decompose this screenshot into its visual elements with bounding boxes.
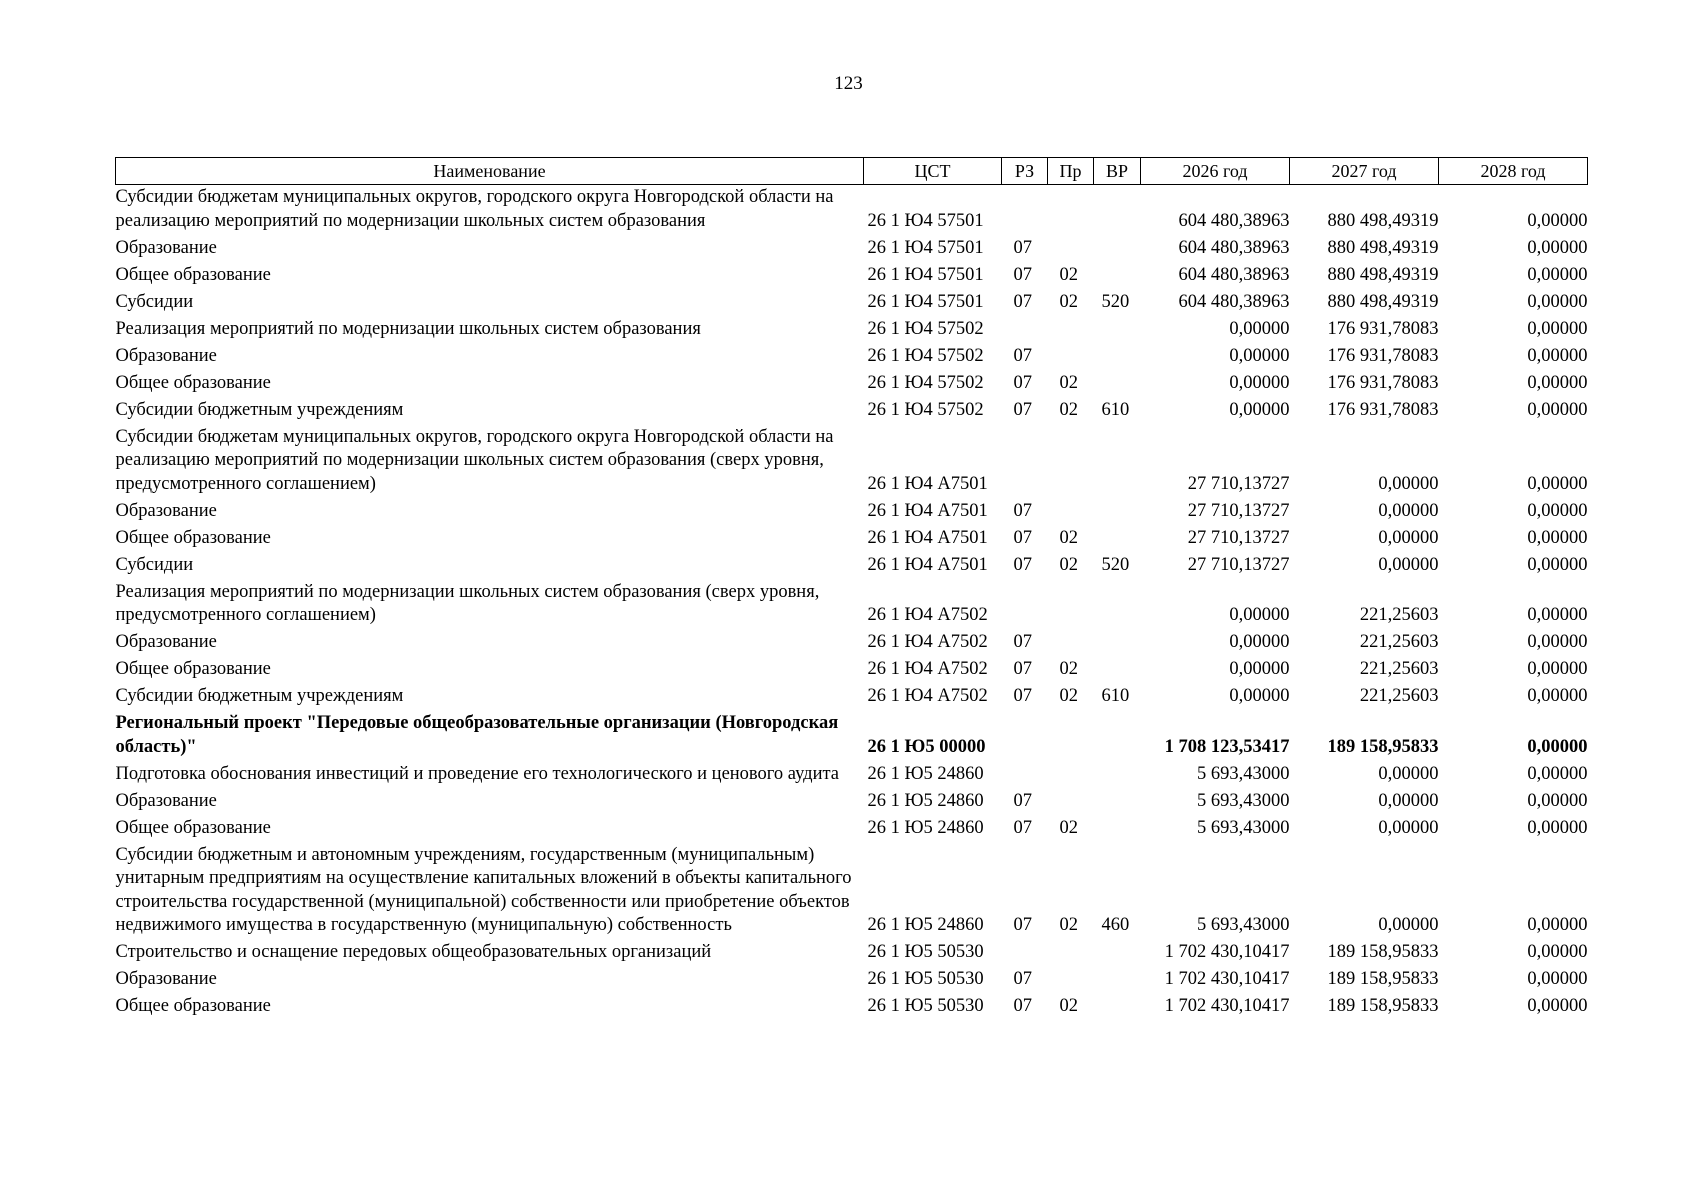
cell-rz: 07 — [1013, 237, 1032, 258]
cell-2027: 880 498,49319 — [1327, 291, 1439, 312]
cell-vr — [1094, 523, 1141, 550]
cell-vr — [1094, 709, 1141, 760]
cell-2028: 0,00000 — [1527, 736, 1588, 757]
cell-2027: 189 158,95833 — [1327, 969, 1439, 989]
cell-2027: 880 498,49319 — [1327, 264, 1439, 285]
cell-name: Строительство и оснащение передовых общеобразовательных организаций — [115, 942, 712, 962]
cell-vr — [1094, 185, 1141, 234]
cell-2027: 0,00000 — [1378, 817, 1439, 838]
cell-2028: 0,00000 — [1527, 237, 1588, 258]
cell-cst: 26 1 Ю4 57501 — [867, 264, 984, 285]
cell-name: Общее образование — [115, 996, 271, 1016]
header-cst: ЦСТ — [864, 158, 1002, 185]
cell-vr: 520 — [1101, 554, 1130, 575]
cell-name: Образование — [115, 500, 217, 521]
cell-name: Образование — [115, 790, 217, 811]
cell-rz: 07 — [1013, 632, 1032, 652]
table-row — [116, 992, 1588, 1019]
cell-rz: 07 — [1013, 817, 1032, 838]
cell-2028: 0,00000 — [1527, 318, 1588, 339]
cell-vr — [1094, 938, 1141, 965]
cell-vr — [1094, 368, 1141, 395]
table-row — [116, 422, 1588, 496]
cell-2026: 27 710,13727 — [1187, 527, 1290, 548]
cell-2027: 0,00000 — [1378, 554, 1439, 575]
table-row — [116, 813, 1588, 840]
cell-rz: 07 — [1013, 915, 1032, 935]
cell-name: Образование — [115, 237, 217, 258]
cell-name: Общее образование — [115, 264, 271, 285]
header-rz: РЗ — [1002, 158, 1048, 185]
cell-2027: 176 931,78083 — [1327, 399, 1439, 420]
cell-2027: 0,00000 — [1378, 915, 1439, 935]
cell-cst: 26 1 Ю4 А7501 — [867, 527, 988, 548]
table-row — [116, 260, 1588, 287]
cell-rz — [1002, 314, 1048, 341]
cell-rz: 07 — [1013, 527, 1032, 548]
cell-2027: 221,25603 — [1359, 605, 1439, 625]
table-row — [116, 496, 1588, 523]
cell-2028: 0,00000 — [1527, 372, 1588, 393]
table-body — [116, 185, 1588, 1019]
cell-2028: 0,00000 — [1527, 996, 1588, 1016]
cell-2026: 27 710,13727 — [1187, 500, 1290, 521]
cell-rz — [1002, 577, 1048, 628]
cell-pr — [1048, 709, 1094, 760]
cell-pr — [1048, 628, 1094, 655]
cell-name: Субсидии бюджетам муниципальных округов, городского округа Новгородской области на реализацию мероприятий по модернизации школьных систем образования (сверх уровня, предусмотренного соглашением) — [115, 426, 834, 494]
cell-pr — [1048, 759, 1094, 786]
cell-rz — [1002, 709, 1048, 760]
cell-vr — [1094, 260, 1141, 287]
cell-vr — [1094, 965, 1141, 992]
cell-pr — [1048, 965, 1094, 992]
cell-2026: 5 693,43000 — [1197, 915, 1290, 935]
cell-name: Подготовка обоснования инвестиций и проведение его технологического и ценового аудита — [115, 763, 839, 784]
cell-2027: 176 931,78083 — [1327, 318, 1439, 339]
cell-pr: 02 — [1059, 372, 1078, 393]
cell-cst: 26 1 Ю5 50530 — [867, 996, 984, 1016]
cell-2026: 5 693,43000 — [1197, 790, 1290, 811]
cell-2028: 0,00000 — [1527, 345, 1588, 366]
cell-2027: 880 498,49319 — [1327, 237, 1439, 258]
cell-cst: 26 1 Ю5 24860 — [867, 790, 984, 811]
cell-vr — [1094, 655, 1141, 682]
cell-pr: 02 — [1059, 996, 1078, 1016]
cell-pr: 02 — [1059, 264, 1078, 285]
cell-2028: 0,00000 — [1527, 632, 1588, 652]
table-row — [116, 938, 1588, 965]
cell-cst: 26 1 Ю4 57502 — [867, 399, 984, 420]
cell-2026: 604 480,38963 — [1178, 210, 1290, 231]
cell-cst: 26 1 Ю5 24860 — [867, 817, 984, 838]
cell-name: Реализация мероприятий по модернизации школьных систем образования — [115, 318, 701, 339]
cell-rz: 07 — [1013, 996, 1032, 1016]
table-row — [116, 965, 1588, 992]
cell-vr — [1094, 628, 1141, 655]
cell-2027: 176 931,78083 — [1327, 345, 1439, 366]
cell-name: Образование — [115, 345, 217, 366]
cell-vr — [1094, 813, 1141, 840]
cell-2026: 27 710,13727 — [1187, 473, 1290, 494]
cell-rz: 07 — [1013, 790, 1032, 811]
header-vr: ВР — [1094, 158, 1141, 185]
table-row — [116, 628, 1588, 655]
cell-2027: 0,00000 — [1378, 500, 1439, 521]
cell-2026: 604 480,38963 — [1178, 264, 1290, 285]
cell-2028: 0,00000 — [1527, 473, 1588, 494]
cell-2026: 27 710,13727 — [1187, 554, 1290, 575]
cell-name: Субсидии — [115, 291, 194, 312]
cell-name: Региональный проект "Передовые общеобразовательные организации (Новгородская область)" — [115, 713, 839, 757]
cell-vr: 610 — [1101, 686, 1130, 706]
cell-name: Субсидии — [115, 554, 194, 575]
cell-2027: 221,25603 — [1359, 659, 1439, 679]
table-row — [116, 368, 1588, 395]
cell-2027: 0,00000 — [1378, 790, 1439, 811]
cell-rz: 07 — [1013, 659, 1032, 679]
cell-vr — [1094, 341, 1141, 368]
cell-cst: 26 1 Ю4 А7502 — [867, 686, 988, 706]
cell-2026: 0,00000 — [1229, 318, 1290, 339]
cell-cst: 26 1 Ю4 57502 — [867, 372, 984, 393]
cell-pr — [1048, 185, 1094, 234]
cell-2026: 1 702 430,10417 — [1164, 996, 1290, 1016]
cell-pr — [1048, 314, 1094, 341]
cell-2028: 0,00000 — [1527, 763, 1588, 784]
cell-cst: 26 1 Ю4 А7501 — [867, 473, 988, 494]
cell-pr: 02 — [1059, 686, 1078, 706]
cell-rz: 07 — [1013, 399, 1032, 420]
table-row — [116, 655, 1588, 682]
cell-2026: 5 693,43000 — [1197, 763, 1290, 784]
cell-name: Общее образование — [115, 527, 271, 548]
cell-rz: 07 — [1013, 969, 1032, 989]
cell-vr — [1094, 233, 1141, 260]
cell-2028: 0,00000 — [1527, 817, 1588, 838]
cell-pr — [1048, 233, 1094, 260]
cell-2026: 0,00000 — [1229, 605, 1290, 625]
cell-2026: 1 708 123,53417 — [1164, 736, 1290, 757]
cell-cst: 26 1 Ю4 57501 — [867, 210, 984, 231]
table-row — [116, 233, 1588, 260]
cell-name: Общее образование — [115, 372, 271, 393]
cell-2027: 880 498,49319 — [1327, 210, 1439, 231]
cell-vr: 610 — [1101, 399, 1130, 420]
table-row — [116, 550, 1588, 577]
cell-2028: 0,00000 — [1527, 659, 1588, 679]
cell-cst: 26 1 Ю5 24860 — [867, 763, 984, 784]
cell-2027: 176 931,78083 — [1327, 372, 1439, 393]
cell-cst: 26 1 Ю4 А7501 — [867, 500, 988, 521]
cell-name: Образование — [115, 632, 217, 652]
cell-2026: 1 702 430,10417 — [1164, 942, 1290, 962]
cell-cst: 26 1 Ю4 А7502 — [867, 659, 988, 679]
header-name: Наименование — [116, 158, 864, 185]
cell-2026: 0,00000 — [1229, 345, 1290, 366]
cell-rz — [1002, 759, 1048, 786]
cell-2026: 604 480,38963 — [1178, 237, 1290, 258]
header-2028: 2028 год — [1439, 158, 1588, 185]
cell-name: Общее образование — [115, 659, 271, 679]
cell-2028: 0,00000 — [1527, 790, 1588, 811]
cell-2027: 221,25603 — [1359, 686, 1439, 706]
table-row — [116, 287, 1588, 314]
cell-pr — [1048, 786, 1094, 813]
cell-name: Образование — [115, 969, 217, 989]
cell-vr — [1094, 496, 1141, 523]
cell-2028: 0,00000 — [1527, 210, 1588, 231]
cell-2026: 604 480,38963 — [1178, 291, 1290, 312]
cell-cst: 26 1 Ю5 50530 — [867, 942, 984, 962]
cell-pr — [1048, 577, 1094, 628]
cell-2028: 0,00000 — [1527, 527, 1588, 548]
budget-table — [115, 157, 1588, 1019]
cell-pr: 02 — [1059, 527, 1078, 548]
table-header-row — [116, 158, 1588, 185]
cell-2026: 0,00000 — [1229, 632, 1290, 652]
cell-2027: 221,25603 — [1359, 632, 1439, 652]
cell-2026: 0,00000 — [1229, 659, 1290, 679]
cell-rz — [1002, 185, 1048, 234]
cell-2028: 0,00000 — [1527, 291, 1588, 312]
cell-2028: 0,00000 — [1527, 264, 1588, 285]
cell-vr — [1094, 786, 1141, 813]
cell-name: Субсидии бюджетам муниципальных округов, городского округа Новгородской области на реализацию мероприятий по модернизации школьных систем образования — [115, 187, 834, 231]
cell-pr — [1048, 496, 1094, 523]
cell-name: Субсидии бюджетным учреждениям — [115, 399, 404, 420]
cell-2026: 1 702 430,10417 — [1164, 969, 1290, 989]
table-row — [116, 523, 1588, 550]
cell-vr — [1094, 759, 1141, 786]
cell-cst: 26 1 Ю4 А7502 — [867, 632, 988, 652]
table-row — [116, 185, 1588, 234]
header-2027: 2027 год — [1290, 158, 1439, 185]
cell-2028: 0,00000 — [1527, 399, 1588, 420]
cell-cst: 26 1 Ю4 57502 — [867, 318, 984, 339]
cell-2026: 0,00000 — [1229, 399, 1290, 420]
cell-2028: 0,00000 — [1527, 942, 1588, 962]
cell-2028: 0,00000 — [1527, 969, 1588, 989]
cell-vr: 460 — [1101, 915, 1130, 935]
cell-rz: 07 — [1013, 500, 1032, 521]
cell-name: Реализация мероприятий по модернизации школьных систем образования (сверх уровня, предусмотренного соглашением) — [115, 581, 820, 625]
table-row — [116, 682, 1588, 709]
cell-rz: 07 — [1013, 291, 1032, 312]
page-number: 123 — [834, 73, 863, 94]
cell-pr: 02 — [1059, 399, 1078, 420]
cell-pr — [1048, 341, 1094, 368]
cell-pr: 02 — [1059, 554, 1078, 575]
cell-cst: 26 1 Ю5 50530 — [867, 969, 984, 989]
cell-2026: 0,00000 — [1229, 686, 1290, 706]
cell-pr: 02 — [1059, 817, 1078, 838]
table-row — [116, 786, 1588, 813]
cell-2028: 0,00000 — [1527, 605, 1588, 625]
cell-pr — [1048, 422, 1094, 496]
cell-pr: 02 — [1059, 659, 1078, 679]
cell-2027: 0,00000 — [1378, 763, 1439, 784]
cell-vr: 520 — [1101, 291, 1130, 312]
table-row — [116, 840, 1588, 938]
cell-name: Общее образование — [115, 817, 271, 838]
cell-rz — [1002, 422, 1048, 496]
cell-vr — [1094, 992, 1141, 1019]
cell-cst: 26 1 Ю4 57501 — [867, 237, 984, 258]
table-row — [116, 577, 1588, 628]
cell-2027: 0,00000 — [1378, 473, 1439, 494]
cell-rz: 07 — [1013, 345, 1032, 366]
cell-2026: 0,00000 — [1229, 372, 1290, 393]
cell-name: Субсидии бюджетным и автономным учреждениям, государственным (муниципальным) унитарным предприятиям на осуществление капитальных вложений в объекты капитального строительства государственной (муниципальной) собственности или приобретение объектов недвижимого имущества в государственную (муниципальную) собственность — [115, 844, 852, 935]
cell-vr — [1094, 577, 1141, 628]
cell-rz: 07 — [1013, 264, 1032, 285]
cell-2026: 5 693,43000 — [1197, 817, 1290, 838]
cell-cst: 26 1 Ю4 А7502 — [867, 605, 988, 625]
cell-cst: 26 1 Ю4 57502 — [867, 345, 984, 366]
cell-cst: 26 1 Ю4 А7501 — [867, 554, 988, 575]
cell-rz — [1002, 938, 1048, 965]
cell-vr — [1094, 422, 1141, 496]
cell-pr — [1048, 938, 1094, 965]
cell-pr: 02 — [1059, 915, 1078, 935]
cell-2027: 0,00000 — [1378, 527, 1439, 548]
cell-2028: 0,00000 — [1527, 915, 1588, 935]
table-row — [116, 314, 1588, 341]
cell-rz: 07 — [1013, 686, 1032, 706]
header-2026: 2026 год — [1141, 158, 1290, 185]
table-row — [116, 341, 1588, 368]
cell-2028: 0,00000 — [1527, 554, 1588, 575]
cell-rz: 07 — [1013, 372, 1032, 393]
cell-2027: 189 158,95833 — [1327, 942, 1439, 962]
table-row — [116, 709, 1588, 760]
cell-2027: 189 158,95833 — [1327, 996, 1439, 1016]
header-pr: Пр — [1048, 158, 1094, 185]
cell-name: Субсидии бюджетным учреждениям — [115, 686, 404, 706]
cell-rz: 07 — [1013, 554, 1032, 575]
cell-pr: 02 — [1059, 291, 1078, 312]
cell-cst: 26 1 Ю4 57501 — [867, 291, 984, 312]
table-row — [116, 759, 1588, 786]
table-row — [116, 395, 1588, 422]
cell-2027: 189 158,95833 — [1327, 736, 1439, 757]
cell-vr — [1094, 314, 1141, 341]
cell-cst: 26 1 Ю5 00000 — [867, 736, 986, 757]
cell-cst: 26 1 Ю5 24860 — [867, 915, 984, 935]
cell-2028: 0,00000 — [1527, 686, 1588, 706]
cell-2028: 0,00000 — [1527, 500, 1588, 521]
